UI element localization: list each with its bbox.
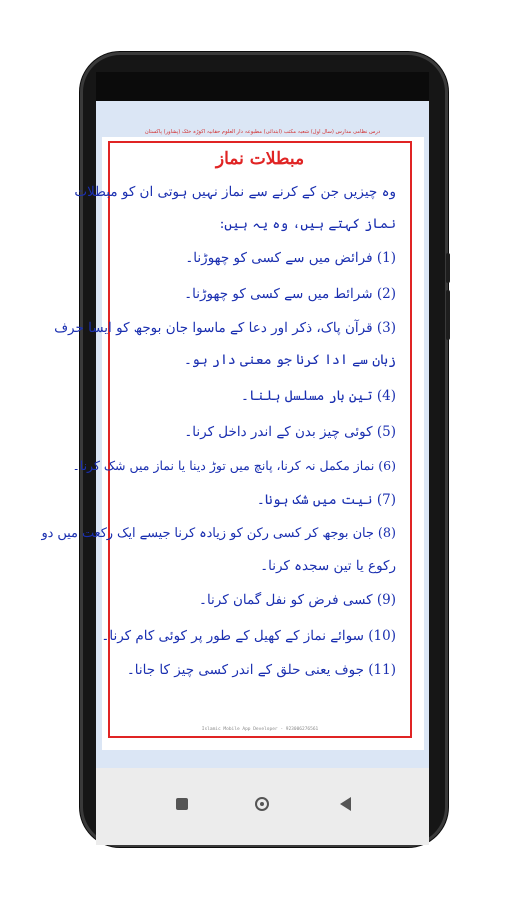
android-nav-bar <box>96 768 429 845</box>
triangle-back-icon[interactable] <box>340 797 351 811</box>
page-title: مبطلات نماز <box>215 149 305 169</box>
power-button <box>446 290 450 340</box>
list-item: (5) کوئی چیز بدن کے اندر داخل کرنا۔ <box>184 424 396 440</box>
list-item: (11) جوف یعنی حلق کے اندر کسی چیز کا جانا۔ <box>126 662 396 678</box>
content-frame <box>41 141 412 738</box>
list-item: (3) قرآن پاک، ذکر اور دعا کے ماسوا جان بوجھ کو ایسا حرف <box>54 320 396 336</box>
list-item: (6) نماز مکمل نہ کرنا، پانچ میں توڑ دینا یا نماز میں شک کرنا۔ <box>72 458 396 473</box>
circle-home-icon[interactable] <box>255 797 269 811</box>
text-line: رکوع یا تین سجدہ کرنا۔ <box>260 558 396 574</box>
list-item: (9) کسی فرض کو نفل گمان کرنا۔ <box>199 592 396 608</box>
volume-button <box>446 253 450 283</box>
list-item: (7) نیت میں شک ہونا۔ <box>256 492 396 508</box>
list-item: (4) تین بار مسلسل ہلنا۔ <box>241 388 396 404</box>
list-item: (1) فرائض میں سے کسی کو چھوڑنا۔ <box>185 250 396 266</box>
top-banner: درس نظامی مدارس (سال اول) شعبہ مکتب (ابتدائی) مطبوعہ دار العلوم حقانیہ اکوڑہ خٹک (پشاور) پاکستان <box>144 129 381 135</box>
status-bar <box>96 72 429 101</box>
list-item: (10) سوائے نماز کے کھیل کے طور پر کوئی کام کرنا۔ <box>101 628 396 644</box>
text-line: وہ چیزیں جن کے کرنے سے نماز نہیں ہوتی ان کو مبطلات <box>74 184 396 200</box>
list-item: (8) جان بوجھ کر کسی رکن کو زیادہ کرنا جیسے ایک رکعت میں دو <box>41 526 396 541</box>
footer-credit: Islamic Mobile App Developer - 923006276561 <box>201 727 319 732</box>
square-recent-apps-icon[interactable] <box>176 798 188 810</box>
text-line: نماز کہتے ہیں، وہ یہ ہیں: <box>219 216 396 232</box>
text-line: زبان سے ادا کرنا جو معنی دار ہو۔ <box>184 352 396 368</box>
list-item: (2) شرائط میں سے کسی کو چھوڑنا۔ <box>184 286 396 302</box>
